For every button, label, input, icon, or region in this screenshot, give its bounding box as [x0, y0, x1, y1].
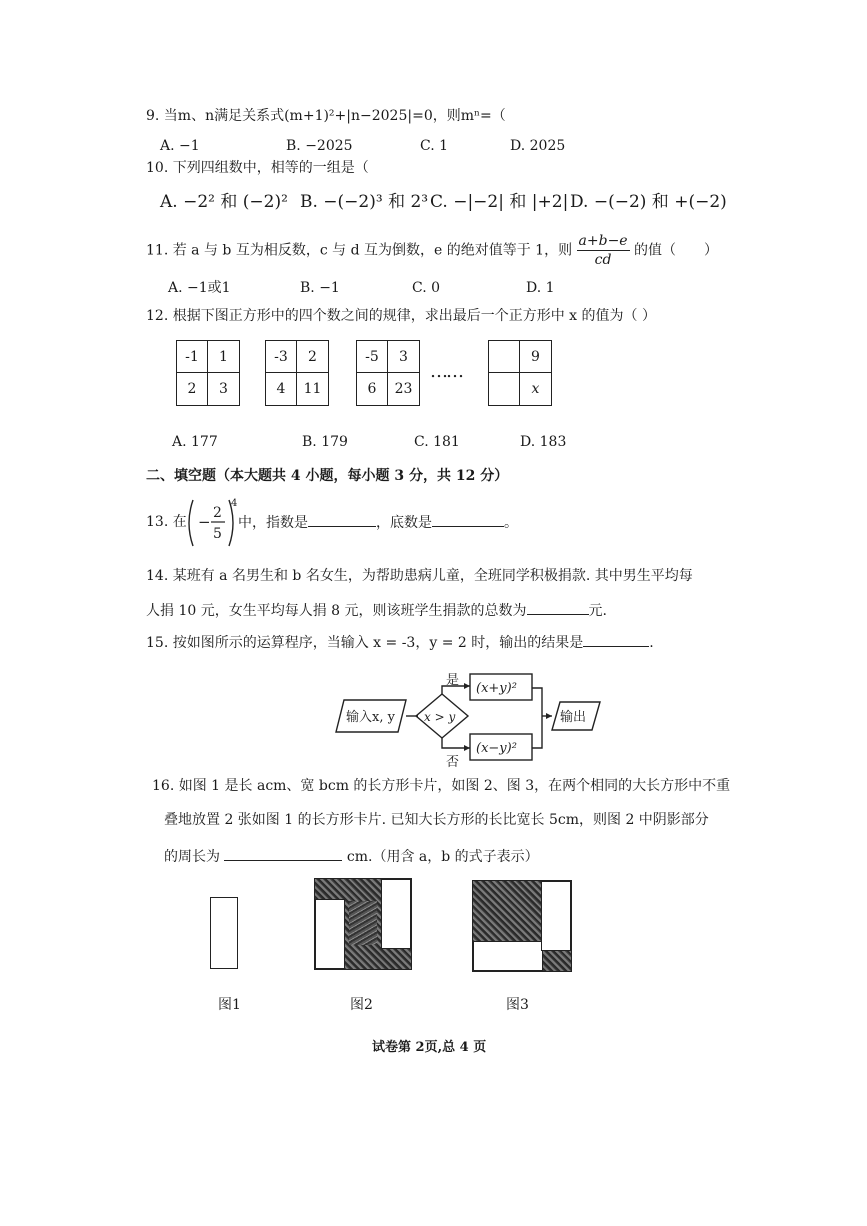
q15-stem — [146, 632, 654, 653]
q11-fraction-denominator: cd — [594, 252, 612, 268]
q10-stem: 10. 下列四组数中，相等的一组是（ — [146, 160, 369, 176]
q14-line-2-b: 元. — [588, 603, 607, 619]
q16-line-3 — [164, 846, 539, 867]
q13-fraction-denominator: 5 — [213, 526, 222, 542]
q13-exponent: 4 — [231, 498, 238, 509]
q11-stem-a: 11. 若 a 与 b 互为相反数，c 与 d 互为倒数，e 的绝对值等于 1，则 — [146, 242, 573, 259]
flow-yes-label: 是 — [446, 673, 460, 688]
q12-square-3-cell-tr: 3 — [388, 341, 419, 373]
flow-expr-no: (x−y)² — [476, 741, 517, 756]
q14-line-1: 14. 某班有 a 名男生和 b 名女生，为帮助患病儿童，全班同学积极捐款. 其中男生平均每 — [146, 568, 693, 584]
q12-option-c: C. 181 — [414, 434, 460, 450]
q12-ellipsis: …… — [430, 361, 462, 382]
figure-2-large-rect — [314, 878, 412, 970]
flow-condition-label: x > y — [424, 710, 456, 724]
figure-3-card-bottom — [473, 941, 543, 971]
q12-option-a: A. 177 — [172, 434, 218, 450]
q12-square-2 — [265, 340, 329, 406]
q12-square-1 — [176, 340, 240, 406]
q16-line-2: 叠地放置 2 张如图 1 的长方形卡片. 已知大长方形的长比宽长 5cm，则图 2 中阴影部分 — [164, 812, 709, 828]
figure-2-card-left — [315, 899, 345, 969]
q15-flowchart — [330, 668, 610, 772]
q11-option-a: A. −1或1 — [168, 280, 231, 296]
q15-stem-a: 15. 按如图所示的运算程序，当输入 x = -3，y = 2 时，输出的结果是 — [146, 635, 584, 651]
q13-blank-base[interactable] — [432, 512, 504, 527]
q13-text-a: 中，指数是 — [238, 515, 308, 531]
q16-blank-perimeter[interactable] — [224, 846, 342, 861]
flow-no-label: 否 — [446, 755, 460, 770]
q12-square-1-cell-bl: 2 — [177, 373, 208, 405]
flow-expr-yes: (x+y)² — [476, 681, 517, 696]
figure-1-caption: 图1 — [218, 997, 241, 1013]
q13-text-b: ，底数是 — [376, 515, 432, 531]
q10-option-d: D. −(−2) 和 +(−2) — [570, 192, 727, 212]
q10-option-a: A. −2² 和 (−2)² — [160, 192, 288, 212]
flow-output-label: 输出 — [560, 710, 587, 725]
q11-fraction-numerator: a+b−e — [578, 233, 628, 249]
q9-option-b: B. −2025 — [286, 138, 353, 154]
q12-option-b: B. 179 — [302, 434, 348, 450]
q13-fraction-numerator: 2 — [213, 505, 222, 521]
q12-stem: 12. 根据下图正方形中的四个数之间的规律，求出最后一个正方形中 x 的值为（ ） — [146, 308, 656, 324]
q12-square-1-cell-tl: -1 — [177, 341, 208, 373]
q11-stem-b: 的值（ ） — [634, 242, 719, 259]
q9-stem: 9. 当m、n满足关系式(m+1)²+|n−2025|=0，则mⁿ=（ — [146, 108, 506, 124]
figure-2-caption: 图2 — [350, 997, 373, 1013]
q10-option-c: C. −|−2| 和 |+2| — [430, 192, 569, 212]
q14-blank-total[interactable] — [527, 600, 589, 615]
q14-line-2 — [146, 600, 607, 621]
q11-stem — [146, 232, 718, 269]
q12-square-4-cell-tl — [489, 341, 520, 373]
figure-3-caption: 图3 — [506, 997, 529, 1013]
q12-square-4-cell-tr: 9 — [520, 341, 551, 373]
q11-fraction — [577, 232, 630, 269]
q13-text-c: 。 — [504, 515, 518, 531]
q12-square-3-cell-tl: -5 — [357, 341, 388, 373]
q12-square-2-cell-tr: 2 — [297, 341, 328, 373]
figure-1-card — [210, 897, 238, 969]
q12-square-1-cell-tr: 1 — [208, 341, 239, 373]
q11-option-c: C. 0 — [412, 280, 441, 296]
q12-option-d: D. 183 — [520, 434, 567, 450]
flow-input-label: 输入x, y — [346, 710, 395, 725]
q12-square-2-cell-tl: -3 — [266, 341, 297, 373]
q13-power-expression — [184, 494, 240, 552]
figure-3-card-right — [541, 881, 571, 951]
figure-2-card-right — [381, 879, 411, 949]
q13-prefix: 13. 在 — [146, 514, 187, 530]
q12-square-3 — [356, 340, 420, 406]
q12-square-2-cell-br: 11 — [303, 381, 322, 397]
q10-option-b: B. −(−2)³ 和 2³ — [300, 192, 429, 212]
q9-option-c: C. 1 — [420, 138, 449, 154]
q13-blank-exponent[interactable] — [308, 512, 376, 527]
q11-option-d: D. 1 — [526, 280, 555, 296]
q15-blank-result[interactable] — [583, 632, 649, 647]
q14-line-2-a: 人捐 10 元，女生平均每人捐 8 元，则该班学生捐款的总数为 — [146, 603, 527, 619]
q11-option-b: B. −1 — [300, 280, 340, 296]
q16-line-3-b: cm.（用含 a，b 的式子表示） — [346, 849, 539, 865]
q13-text — [238, 512, 518, 533]
section-2-title: 二、填空题（本大题共 4 小题，每小题 3 分，共 12 分） — [146, 468, 509, 484]
page-footer: 试卷第 2页,总 4 页 — [372, 1040, 487, 1055]
q12-square-1-cell-br: 3 — [219, 381, 228, 397]
svg-text:−: − — [198, 513, 211, 531]
q16-line-3-a: 的周长为 — [164, 849, 220, 865]
q12-square-4 — [488, 340, 552, 406]
figure-2-shaded-center — [349, 901, 377, 945]
q12-square-3-cell-bl: 6 — [357, 373, 388, 405]
q16-line-1: 16. 如图 1 是长 acm、宽 bcm 的长方形卡片，如图 2、图 3，在两个相同的大长方形中不重 — [152, 778, 731, 794]
q12-square-4-cell-br: x — [531, 381, 540, 397]
q12-square-4-cell-bl — [489, 373, 520, 405]
q12-square-3-cell-br: 23 — [394, 381, 413, 397]
q9-option-d: D. 2025 — [510, 138, 566, 154]
q12-square-2-cell-bl: 4 — [266, 373, 297, 405]
q9-option-a: A. −1 — [160, 138, 200, 154]
figure-3-large-rect — [472, 880, 572, 972]
q15-stem-b: . — [649, 635, 654, 651]
